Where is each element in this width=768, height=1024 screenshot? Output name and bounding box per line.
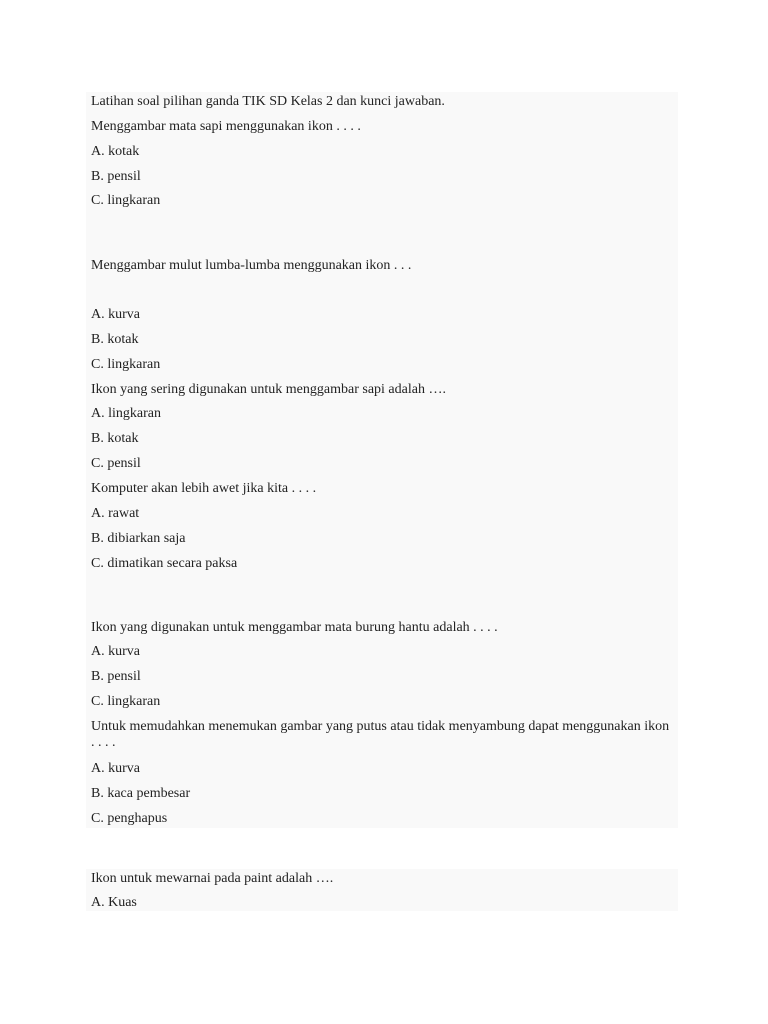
q4-option-b: B. dibiarkan saja [91,531,186,546]
q3-option-c: C. pensil [91,456,141,471]
q7-option-a: A. Kuas [91,895,137,910]
q3-option-a: A. lingkaran [91,406,161,421]
q4-option-a: A. rawat [91,506,140,521]
q2-option-b: B. kotak [91,332,139,347]
question-3: Ikon yang sering digunakan untuk menggambar sapi adalah …. [91,382,446,397]
q6-option-a: A. kurva [91,761,140,776]
q4-option-c: C. dimatikan secara paksa [91,556,238,571]
question-6: Untuk memudahkan menemukan gambar yang putus atau tidak menyambung dapat menggunakan ikon . . . . [91,719,670,750]
q5-option-c: C. lingkaran [91,694,161,709]
q3-option-b: B. kotak [91,431,139,446]
q6-option-b: B. kaca pembesar [91,786,191,801]
question-5: Ikon yang digunakan untuk menggambar mata burung hantu adalah . . . . [91,620,498,635]
q1-option-b: B. pensil [91,169,141,184]
q1-option-a: A. kotak [91,144,140,159]
q2-option-c: C. lingkaran [91,357,161,372]
question-4: Komputer akan lebih awet jika kita . . . . [91,481,317,496]
q5-option-b: B. pensil [91,669,141,684]
q6-option-c: C. penghapus [91,811,168,826]
question-7: Ikon untuk mewarnai pada paint adalah …. [91,871,334,886]
document-block-second [86,869,678,911]
document-title: Latihan soal pilihan ganda TIK SD Kelas 2 dan kunci jawaban. [91,94,445,109]
q2-option-a: A. kurva [91,307,140,322]
document-block-main [86,92,678,828]
q5-option-a: A. kurva [91,644,140,659]
question-1: Menggambar mata sapi menggunakan ikon . . . . [91,119,361,134]
q1-option-c: C. lingkaran [91,193,161,208]
question-2: Menggambar mulut lumba-lumba menggunakan ikon . . . [91,258,412,273]
